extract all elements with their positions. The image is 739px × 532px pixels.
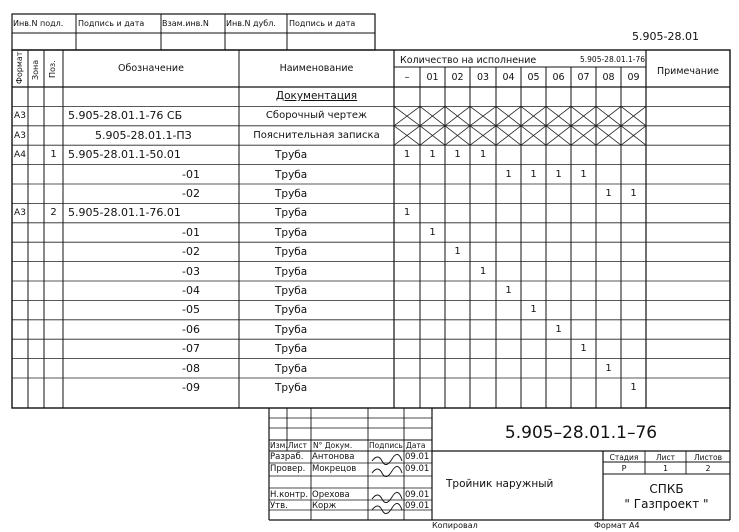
section-title: Документация [275, 90, 358, 102]
qty-cell: 1 [429, 149, 436, 161]
row-format: А3 [14, 130, 26, 141]
qty-cell: 1 [630, 382, 637, 393]
row-designation: -02 [182, 245, 200, 259]
tb-role: Н.контр. [270, 490, 309, 500]
variant-header-6: 06 [552, 72, 565, 83]
variant-header-3: 03 [476, 72, 490, 83]
tb-col-sign: Подпись [369, 441, 403, 450]
row-name: Труба [275, 168, 308, 181]
row-designation: -01 [182, 167, 200, 181]
variant-header-5: 05 [527, 72, 540, 83]
qty-cell: 1 [454, 149, 461, 161]
signature-mark [372, 492, 402, 502]
row-name: Труба [275, 265, 308, 278]
header-variant-doc: 5.905-28.01.1-76 [580, 55, 646, 64]
row-designation: 5.905-28.01.1-ПЗ [95, 128, 192, 142]
qty-cell: 1 [580, 343, 587, 355]
row-designation: -05 [182, 303, 200, 317]
tb-col-list: Лист [288, 441, 308, 450]
row-designation: -02 [182, 187, 200, 200]
tb-person: Корж [312, 501, 337, 511]
tb-date: 09.01 [405, 501, 430, 511]
row-name: Труба [275, 226, 308, 239]
tb-person: Орехова [312, 490, 350, 500]
qty-cell: 1 [630, 188, 637, 199]
row-name: Труба [275, 362, 308, 375]
variant-header-2: 02 [451, 72, 464, 83]
tb-org-line2: " Газпроект " [624, 497, 709, 511]
qty-cell: 1 [555, 323, 562, 335]
tb-col-izm: Изм. [270, 441, 288, 450]
qty-cell: 1 [403, 207, 411, 219]
row-designation: -08 [182, 361, 200, 375]
tb-person: Антонова [312, 452, 355, 462]
stamp-replaced-inv: Взам.инв.N [162, 19, 209, 28]
header-format: Формат [15, 51, 24, 84]
qty-cell: 1 [605, 362, 612, 374]
row-designation: -07 [182, 342, 200, 356]
row-name: Труба [275, 246, 308, 259]
row-designation: 5.905-28.01.1-50.01 [68, 148, 181, 162]
qty-cell: 1 [530, 304, 537, 316]
qty-cell: 1 [403, 149, 411, 161]
tb-sheet: 1 [662, 464, 669, 473]
row-name: Пояснительная записка [253, 129, 380, 141]
row-name: Труба [275, 149, 308, 162]
header-pos: Поз. [48, 60, 57, 78]
row-name: Труба [275, 304, 308, 317]
row-name: Труба [275, 323, 308, 336]
row-pos: 1 [50, 149, 57, 161]
variant-header-8: 08 [602, 72, 615, 83]
tb-date: 09.01 [405, 490, 430, 500]
tb-role: Утв. [270, 501, 288, 511]
header-designation: Обозначение [118, 63, 184, 74]
row-name: Труба [275, 207, 308, 220]
row-format: А4 [14, 150, 26, 161]
variant-header-1: 01 [426, 72, 439, 83]
row-name: Труба [275, 382, 308, 394]
header-quantity: Количество на исполнение [400, 55, 537, 66]
tb-doc-number: 5.905–28.01.1–76 [504, 423, 658, 443]
doc-number-top: 5.905-28.01 [632, 30, 699, 43]
variant-header-9: 09 [627, 72, 640, 83]
row-name: Труба [275, 343, 308, 356]
qty-cell: 1 [580, 168, 587, 180]
row-name: Труба [275, 188, 308, 200]
row-designation: -04 [182, 284, 200, 297]
tb-role: Разраб. [270, 452, 304, 462]
qty-cell: 1 [555, 168, 562, 180]
header-name: Наименование [279, 63, 354, 74]
qty-cell: 1 [479, 149, 487, 161]
row-name: Труба [275, 285, 308, 297]
variant-header-4: 04 [502, 72, 515, 83]
row-designation: -03 [182, 264, 200, 278]
signature-mark [372, 503, 402, 513]
tb-org-line1: СПКБ [649, 482, 684, 496]
tb-title: Тройник наружный [446, 478, 554, 490]
tb-col-docnum: N° Докум. [313, 441, 353, 450]
row-format: А3 [14, 208, 26, 219]
row-designation: -09 [182, 381, 200, 394]
tb-sheets: 2 [705, 464, 711, 473]
tb-col-date: Дата [406, 441, 426, 450]
footer-format: Формат А4 [594, 521, 640, 530]
row-name: Сборочный чертеж [265, 110, 368, 122]
header-zone: Зона [31, 59, 40, 80]
tb-sheets-label: Листов [693, 453, 722, 462]
qty-cell: 1 [505, 285, 512, 296]
header-notes: Примечание [656, 66, 720, 77]
row-pos: 2 [50, 207, 57, 219]
row-designation: -01 [182, 225, 200, 239]
variant-header-7: 07 [577, 72, 590, 83]
qty-cell: 1 [605, 188, 612, 199]
footer-copied: Копировал [432, 521, 478, 530]
row-designation: 5.905-28.01.1-76 СБ [68, 109, 183, 123]
qty-cell: 1 [479, 265, 487, 277]
signature-mark [372, 466, 402, 476]
stamp-inv-orig: Инв.N подл. [13, 19, 64, 28]
row-designation: 5.905-28.01.1-76.01 [68, 206, 181, 220]
qty-cell: 1 [454, 246, 461, 258]
tb-sheet-label: Лист [655, 453, 675, 462]
qty-cell: 1 [429, 226, 436, 238]
tb-person: Мокрецов [312, 464, 357, 474]
qty-cell: 1 [505, 168, 512, 180]
qty-cell: 1 [530, 168, 537, 180]
row-designation: -06 [182, 322, 200, 336]
stamp-sign-date-1: Подпись и дата [78, 19, 145, 28]
tb-stage-label: Стадия [609, 453, 639, 462]
tb-date: 09.01 [405, 452, 430, 462]
tb-role: Провер. [270, 464, 306, 474]
variant-header-0: – [404, 72, 410, 83]
row-format: А3 [14, 111, 26, 122]
tb-stage: Р [621, 464, 627, 473]
stamp-sign-date-2: Подпись и дата [289, 19, 356, 28]
tb-date: 09.01 [405, 464, 430, 474]
stamp-inv-dup: Инв.N дубл. [226, 19, 276, 28]
